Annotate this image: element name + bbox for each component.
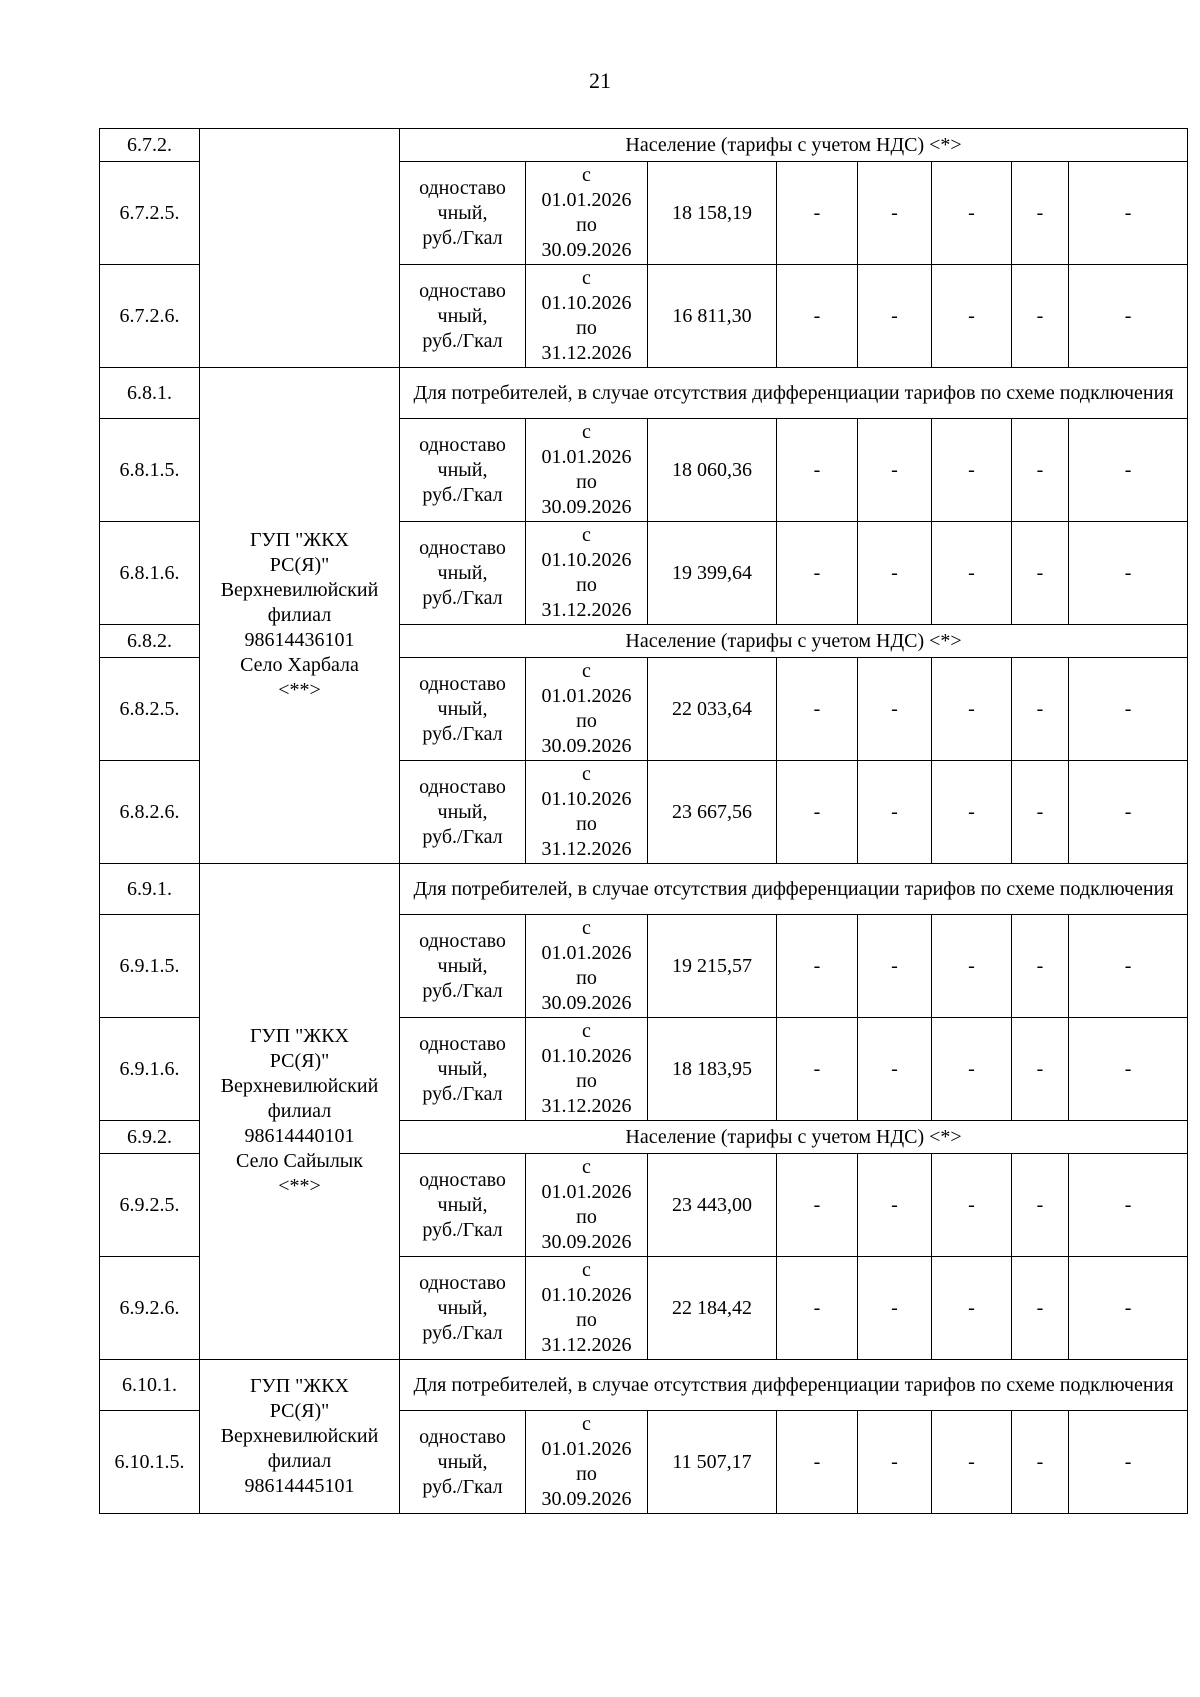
row-number: 6.7.2. [100,129,200,162]
section-heading: Для потребителей, в случае отсутствия дифференциации тарифов по схеме подключения [400,1360,1188,1411]
empty-value-dash: - [1012,1018,1069,1121]
tariff-type [400,1411,526,1514]
tariff-type-line: одноставо [419,433,506,456]
section-row [100,864,1188,915]
tariff-type [400,658,526,761]
empty-value-dash: - [858,658,932,761]
period-line: по [576,214,597,236]
tariff-value: 22 184,42 [648,1257,777,1360]
empty-value-dash: - [1069,522,1188,625]
tariff-type [400,162,526,265]
tariff-type-line: чный, [437,1450,488,1473]
empty-value-dash: - [1069,1154,1188,1257]
empty-value-dash: - [858,419,932,522]
organization-line: 98614440101 [244,1125,355,1147]
empty-value-dash: - [858,265,932,368]
empty-value-dash: - [1012,265,1069,368]
period-line: 01.01.2026 [541,1181,632,1203]
period-line: 01.10.2026 [541,1284,632,1306]
tariff-type-line: чный, [437,800,488,823]
period-line: с [582,917,591,939]
tariff-type-line: чный, [437,697,488,720]
page-number: 21 [589,68,611,93]
section-heading: Для потребителей, в случае отсутствия дифференциации тарифов по схеме подключения [400,864,1188,915]
row-number: 6.8.2.6. [100,761,200,864]
section-heading: Население (тарифы с учетом НДС) <*> [400,129,1188,162]
tariff-type-line: одноставо [419,536,506,559]
row-number: 6.9.1.6. [100,1018,200,1121]
empty-value-dash: - [932,522,1012,625]
tariff-type [400,419,526,522]
organization-line: <**> [278,1175,321,1197]
organization-line: Верхневилюйский [220,1075,379,1097]
empty-value-dash: - [858,1257,932,1360]
period-line: 30.09.2026 [541,735,632,757]
period-line: с [582,763,591,785]
organization-line: <**> [278,679,321,701]
period-line: по [576,813,597,835]
empty-value-dash: - [777,265,858,368]
tariff-value: 22 033,64 [648,658,777,761]
empty-value-dash: - [1012,658,1069,761]
tariff-type-line: чный, [437,954,488,977]
row-number: 6.8.1.5. [100,419,200,522]
organization-line: РС(Я)" [269,1400,330,1422]
period-line: по [576,710,597,732]
organization-line: Верхневилюйский [220,579,379,601]
empty-value-dash: - [777,522,858,625]
tariff-type [400,522,526,625]
tariff-type [400,761,526,864]
section-row [100,368,1188,419]
row-number: 6.9.2.6. [100,1257,200,1360]
empty-value-dash: - [1069,1018,1188,1121]
period-line: с [582,660,591,682]
period-line: с [582,1156,591,1178]
period-line: по [576,1206,597,1228]
period-line: 31.12.2026 [541,599,632,621]
tariff-type-line: руб./Гкал [422,1475,503,1498]
period-line: по [576,1070,597,1092]
period-line: с [582,524,591,546]
organization-line: 98614436101 [244,629,355,651]
section-heading: Для потребителей, в случае отсутствия дифференциации тарифов по схеме подключения [400,368,1188,419]
tariff-type-line: чный, [437,304,488,327]
empty-value-dash: - [932,915,1012,1018]
empty-value-dash: - [1069,658,1188,761]
empty-value-dash: - [777,761,858,864]
tariff-type-line: одноставо [419,1271,506,1294]
validity-period [526,265,648,368]
empty-value-dash: - [1069,761,1188,864]
row-number: 6.10.1. [100,1360,200,1411]
period-line: по [576,574,597,596]
tariff-type-line: руб./Гкал [422,825,503,848]
period-line: 31.12.2026 [541,1095,632,1117]
empty-value-dash: - [777,658,858,761]
tariff-type-line: руб./Гкал [422,329,503,352]
period-line: с [582,164,591,186]
period-line: с [582,421,591,443]
period-line: 31.12.2026 [541,342,632,364]
tariff-value: 23 667,56 [648,761,777,864]
empty-value-dash: - [858,522,932,625]
empty-value-dash: - [1012,1257,1069,1360]
validity-period [526,761,648,864]
organization-line: филиал [267,1450,332,1472]
tariff-type-line: одноставо [419,929,506,952]
section-heading: Население (тарифы с учетом НДС) <*> [400,625,1188,658]
tariff-value: 19 399,64 [648,522,777,625]
validity-period [526,915,648,1018]
validity-period [526,162,648,265]
tariff-value: 23 443,00 [648,1154,777,1257]
tariff-type [400,265,526,368]
row-number: 6.8.1.6. [100,522,200,625]
validity-period [526,1154,648,1257]
tariff-type-line: одноставо [419,1425,506,1448]
tariff-type-line: одноставо [419,279,506,302]
validity-period [526,522,648,625]
tariff-type-line: одноставо [419,775,506,798]
tariff-value: 18 060,36 [648,419,777,522]
section-heading: Население (тарифы с учетом НДС) <*> [400,1121,1188,1154]
tariff-type-line: чный, [437,458,488,481]
tariff-value: 18 183,95 [648,1018,777,1121]
organization-line: Село Сайылык [236,1150,363,1172]
period-line: 01.01.2026 [541,942,632,964]
empty-value-dash: - [932,162,1012,265]
empty-value-dash: - [1012,522,1069,625]
tariff-type-line: руб./Гкал [422,1321,503,1344]
period-line: с [582,1020,591,1042]
empty-value-dash: - [858,761,932,864]
tariff-type-line: одноставо [419,176,506,199]
empty-value-dash: - [1012,1411,1069,1514]
section-row [100,1360,1188,1411]
row-number: 6.8.2.5. [100,658,200,761]
period-line: с [582,267,591,289]
tariff-type-line: руб./Гкал [422,979,503,1002]
empty-value-dash: - [1069,162,1188,265]
tariff-type-line: чный, [437,201,488,224]
empty-value-dash: - [777,1257,858,1360]
period-line: 01.01.2026 [541,446,632,468]
validity-period [526,1411,648,1514]
organization-cell [200,129,400,368]
organization-line: ГУП "ЖКХ [249,1025,350,1047]
row-number: 6.7.2.6. [100,265,200,368]
tariff-value: 19 215,57 [648,915,777,1018]
period-line: 30.09.2026 [541,992,632,1014]
organization-line: филиал [267,1100,332,1122]
period-line: 31.12.2026 [541,1334,632,1356]
period-line: 01.10.2026 [541,292,632,314]
tariff-type-line: одноставо [419,1168,506,1191]
period-line: 01.01.2026 [541,189,632,211]
period-line: 01.01.2026 [541,1438,632,1460]
empty-value-dash: - [932,761,1012,864]
empty-value-dash: - [858,162,932,265]
empty-value-dash: - [858,1411,932,1514]
empty-value-dash: - [777,162,858,265]
empty-value-dash: - [932,658,1012,761]
empty-value-dash: - [1012,915,1069,1018]
period-line: 01.10.2026 [541,788,632,810]
organization-line: ГУП "ЖКХ [249,1375,350,1397]
empty-value-dash: - [1069,915,1188,1018]
tariff-type [400,1257,526,1360]
organization-line: 98614445101 [244,1475,355,1497]
tariff-type [400,915,526,1018]
row-number: 6.9.1. [100,864,200,915]
tariff-type-line: одноставо [419,672,506,695]
tariff-type-line: руб./Гкал [422,586,503,609]
period-line: по [576,317,597,339]
empty-value-dash: - [1012,419,1069,522]
period-line: 30.09.2026 [541,496,632,518]
period-line: 01.10.2026 [541,1045,632,1067]
period-line: по [576,967,597,989]
row-number: 6.9.1.5. [100,915,200,1018]
row-number: 6.7.2.5. [100,162,200,265]
empty-value-dash: - [932,1257,1012,1360]
tariff-type-line: одноставо [419,1032,506,1055]
period-line: 30.09.2026 [541,1488,632,1510]
organization-line: Верхневилюйский [220,1425,379,1447]
organization-cell [200,864,400,1360]
empty-value-dash: - [858,1018,932,1121]
organization-line: ГУП "ЖКХ [249,529,350,551]
period-line: по [576,471,597,493]
empty-value-dash: - [1012,1154,1069,1257]
empty-value-dash: - [1069,1411,1188,1514]
empty-value-dash: - [777,1018,858,1121]
row-number: 6.8.1. [100,368,200,419]
empty-value-dash: - [932,1018,1012,1121]
tariff-type-line: руб./Гкал [422,1082,503,1105]
empty-value-dash: - [777,419,858,522]
period-line: по [576,1309,597,1331]
tariff-type-line: руб./Гкал [422,722,503,745]
section-row [100,129,1188,162]
organization-cell [200,368,400,864]
period-line: 30.09.2026 [541,239,632,261]
organization-line: Село Харбала [240,654,359,676]
row-number: 6.8.2. [100,625,200,658]
tariff-type-line: чный, [437,1296,488,1319]
empty-value-dash: - [932,1154,1012,1257]
organization-line: РС(Я)" [269,1050,330,1072]
period-line: 01.10.2026 [541,549,632,571]
validity-period [526,1257,648,1360]
empty-value-dash: - [932,265,1012,368]
period-line: 31.12.2026 [541,838,632,860]
empty-value-dash: - [858,1154,932,1257]
tariff-type-line: чный, [437,1193,488,1216]
organization-cell [200,1360,400,1514]
tariff-type-line: чный, [437,561,488,584]
period-line: с [582,1413,591,1435]
empty-value-dash: - [777,1154,858,1257]
empty-value-dash: - [1069,419,1188,522]
period-line: 01.01.2026 [541,685,632,707]
empty-value-dash: - [858,915,932,1018]
empty-value-dash: - [1012,162,1069,265]
row-number: 6.9.2. [100,1121,200,1154]
empty-value-dash: - [777,915,858,1018]
row-number: 6.9.2.5. [100,1154,200,1257]
organization-line: РС(Я)" [269,554,330,576]
validity-period [526,419,648,522]
tariff-type-line: руб./Гкал [422,483,503,506]
row-number: 6.10.1.5. [100,1411,200,1514]
validity-period [526,1018,648,1121]
period-line: по [576,1463,597,1485]
tariff-type-line: руб./Гкал [422,226,503,249]
empty-value-dash: - [932,419,1012,522]
tariff-value: 18 158,19 [648,162,777,265]
empty-value-dash: - [932,1411,1012,1514]
tariff-type-line: руб./Гкал [422,1218,503,1241]
period-line: с [582,1259,591,1281]
tariff-type [400,1154,526,1257]
empty-value-dash: - [777,1411,858,1514]
tariff-type-line: чный, [437,1057,488,1080]
empty-value-dash: - [1012,761,1069,864]
period-line: 30.09.2026 [541,1231,632,1253]
tariff-table [99,128,1188,1514]
validity-period [526,658,648,761]
tariff-value: 16 811,30 [648,265,777,368]
tariff-type [400,1018,526,1121]
tariff-value: 11 507,17 [648,1411,777,1514]
organization-line: филиал [267,604,332,626]
empty-value-dash: - [1069,265,1188,368]
empty-value-dash: - [1069,1257,1188,1360]
